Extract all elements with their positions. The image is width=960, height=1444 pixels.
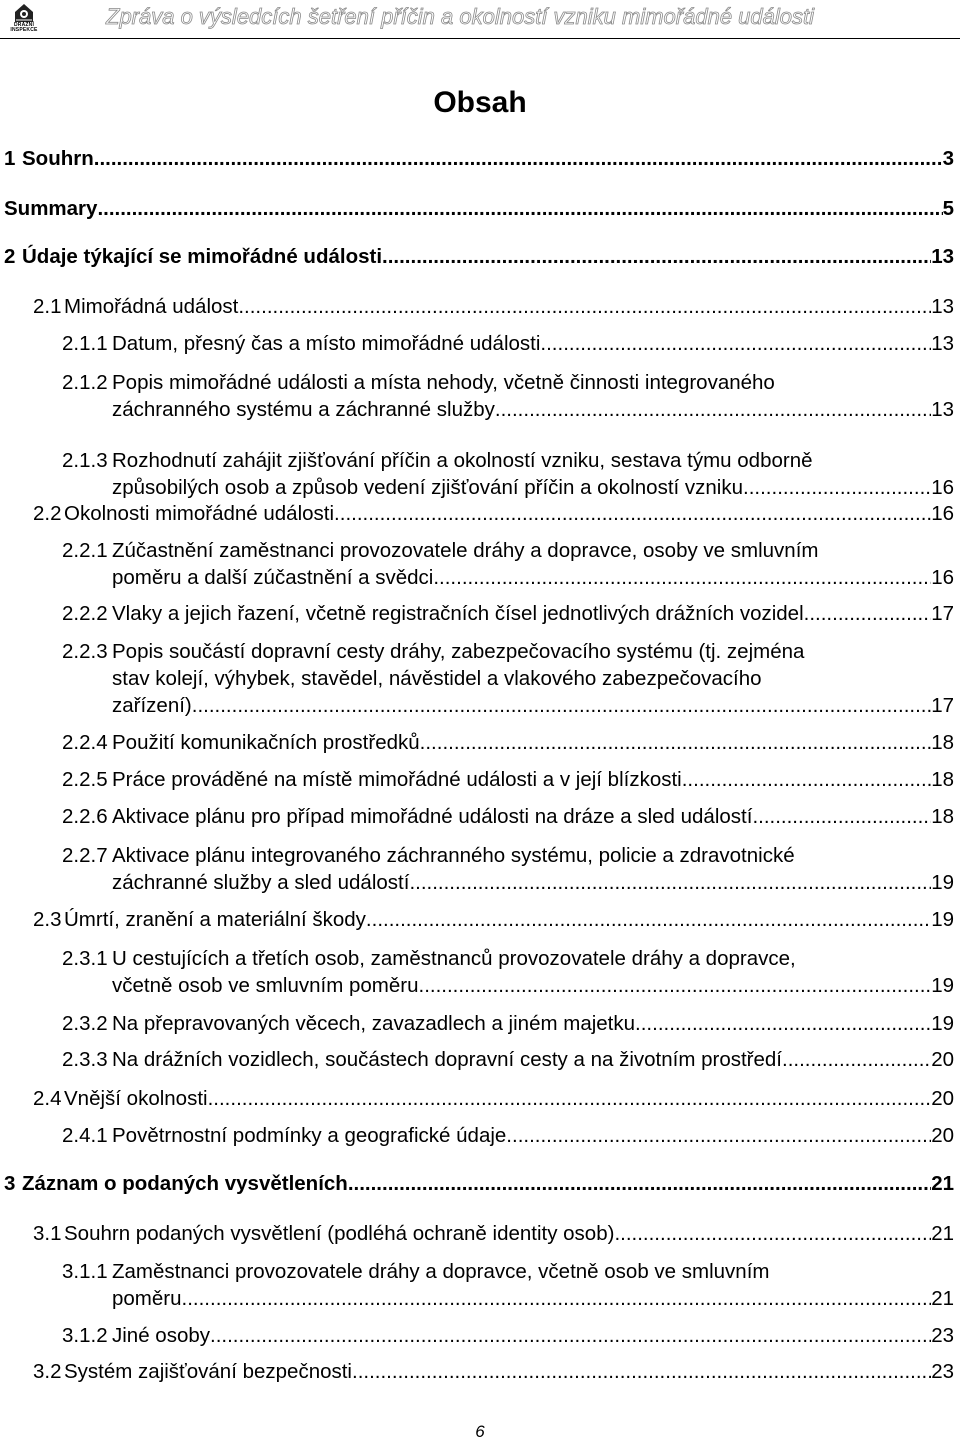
toc-page-number: 13 [931,332,954,355]
toc-page-number: 18 [931,805,954,828]
toc-leader-dots [366,906,931,933]
toc-entry-number: 3.1 [33,1222,62,1245]
toc-page-number: 19 [931,908,954,931]
toc-entry[interactable] [33,293,954,320]
toc-entry-number: 2.1.3 [62,449,108,472]
toc-entry-title-continued: záchranné služby a sled událostí [112,871,410,894]
toc-entry[interactable] [4,195,954,222]
toc-page-number: 20 [931,1124,954,1147]
page-header [0,0,960,40]
toc-leader-dots [752,803,931,830]
toc-page-number: 13 [931,245,954,268]
header-divider [0,38,960,39]
toc-entry-title: Vlaky a jejich řazení, včetně registračních čísel jednotlivých drážních vozidel. [112,602,810,625]
toc-entry-title-continued: záchranného systému a záchranné služby [112,398,495,421]
toc-page-number: 20 [931,1048,954,1071]
toc-entry-title: Záznam o podaných vysvětleních [22,1172,348,1195]
toc-page-number: 16 [931,502,954,525]
toc-leader-dots [506,1122,931,1149]
toc-entry-number: 2.2.2 [62,602,108,625]
toc-entry-title: Rozhodnutí zahájit zjišťování příčin a okolností vzniku, sestava týmu odborně [112,449,813,472]
toc-leader-dots [419,972,932,999]
toc-leader-dots [334,500,931,527]
toc-entry-title: Popis mimořádné události a místa nehody, včetně činnosti integrovaného [112,371,775,394]
toc-entry-number: 2.4.1 [62,1124,108,1147]
toc-entry-title: Zúčastnění zaměstnanci provozovatele dráhy a dopravce, osoby ve smluvním [112,539,819,562]
toc-entry-title: Mimořádná událost [64,295,239,318]
toc-entry[interactable] [62,1010,954,1037]
toc-entry[interactable] [62,1258,954,1312]
toc-entry-title: Vnější okolnosti [64,1087,208,1110]
toc-entry-title: Povětrnostní podmínky a geografické údaje [112,1124,507,1147]
toc-leader-dots [743,474,931,501]
toc-entry-title: U cestujících a třetích osob, zaměstnanců provozovatele dráhy a dopravce, [112,947,796,970]
toc-entry-number: 2.4 [33,1087,62,1110]
toc-leader-dots [192,692,931,719]
toc-entry-number: 3.1.1 [62,1260,108,1283]
toc-entry-number: 2.3 [33,908,62,931]
toc-entry-number: 3.1.2 [62,1324,108,1347]
toc-page-number: 18 [931,768,954,791]
toc-page-number: 21 [931,1172,954,1195]
toc-entry-number: 2.1 [33,295,62,318]
toc-entry[interactable] [33,1220,954,1247]
toc-leader-dots [182,1285,932,1312]
toc-title: Obsah [433,86,527,119]
toc-entry[interactable] [62,842,954,896]
toc-entry-number: 2.1.2 [62,371,108,394]
toc-entry-number: 2.3.1 [62,947,108,970]
toc-page-number: 23 [931,1360,954,1383]
toc-entry-number: 1 [4,147,16,170]
toc-entry-number: 2.3.2 [62,1012,108,1035]
toc-page-number: 18 [931,731,954,754]
toc-entry-title-continued: poměru a další zúčastnění a svědci [112,566,434,589]
toc-entry[interactable] [62,803,954,830]
toc-entry-title: Údaje týkající se mimořádné události [22,245,383,268]
toc-entry[interactable] [62,537,954,591]
toc-entry-title: Použití komunikačních prostředků [112,731,420,754]
toc-page-number: 19 [931,974,954,997]
page-number: 6 [475,1422,485,1441]
toc-entry-number: 2.2.3 [62,640,108,663]
toc-leader-dots [348,1170,931,1197]
toc-page-number: 20 [931,1087,954,1110]
toc-entry-number: 2.2 [33,502,62,525]
toc-entry-title: Aktivace plánu integrovaného záchranného systému, policie a zdravotnické [112,844,795,867]
toc-entry-number: 2.3.3 [62,1048,108,1071]
toc-leader-dots [94,145,943,172]
toc-page-number: 5 [942,197,954,220]
toc-entry-title-continued: způsobilých osob a způsob vedení zjišťování příčin a okolností vzniku [112,476,744,499]
toc-leader-dots [614,1220,931,1247]
toc-entry[interactable] [4,145,954,172]
toc-page-number: 23 [931,1324,954,1347]
toc-entry-title: Práce prováděné na místě mimořádné události a v její blízkosti [112,768,682,791]
drazni-inspekce-logo [4,3,44,36]
toc-entry-title: Úmrtí, zranění a materiální škody [64,908,366,931]
toc-page-number: 17 [931,602,954,625]
toc-page-number: 19 [931,1012,954,1035]
toc-entry-title-continued: včetně osob ve smluvním poměru [112,974,419,997]
toc-entry[interactable] [62,729,954,756]
toc-page-number: 16 [931,566,954,589]
toc-entry[interactable] [62,1046,954,1073]
toc-entry[interactable] [33,500,954,527]
toc-page-number: 21 [931,1287,954,1310]
toc-leader-dots [352,1358,931,1385]
toc-entry-number: 2.2.1 [62,539,108,562]
toc-entry-number: 2 [4,245,16,268]
toc-entry-title: Souhrn [22,147,94,170]
toc-leader-dots [635,1010,931,1037]
toc-leader-dots [809,600,931,627]
toc-entry-title: Na přepravovaných věcech, zavazadlech a jiném majetku [112,1012,636,1035]
toc-page-number: 19 [931,871,954,894]
toc-entry-title-continued: stav kolejí, výhybek, stavědel, návěstidel a vlakového zabezpečovacího [112,667,762,690]
toc-entry[interactable] [62,369,954,423]
toc-entry[interactable] [4,1170,954,1197]
toc-entry[interactable] [62,766,954,793]
toc-entry[interactable] [4,243,954,270]
toc-entry-title-continued: zařízení) [112,694,192,717]
toc-leader-dots [382,243,931,270]
toc-entry-number: 3.2 [33,1360,62,1383]
toc-entry-title: Aktivace plánu pro případ mimořádné události na dráze a sled událostí [112,805,753,828]
toc-entry-title: Zaměstnanci provozovatele dráhy a dopravce, včetně osob ve smluvním [112,1260,770,1283]
toc-leader-dots [420,729,932,756]
toc-entry[interactable] [62,638,954,719]
toc-entry-title: Popis součástí dopravní cesty dráhy, zabezpečovacího systému (tj. zejména [112,640,805,663]
toc-page-number: 16 [931,476,954,499]
toc-entry-title: Systém zajišťování bezpečnosti [64,1360,352,1383]
toc-entry-number: 2.2.7 [62,844,108,867]
toc-entry-title: Na drážních vozidlech, součástech dopravní cesty a na životním prostředí [112,1048,783,1071]
toc-entry-title: Datum, přesný čas a místo mimořádné události [112,332,541,355]
toc-leader-dots [782,1046,931,1073]
toc-leader-dots [495,396,931,423]
toc-entry[interactable] [62,945,954,999]
toc-entry-title: Okolnosti mimořádné události [64,502,335,525]
toc-page-number: 13 [931,295,954,318]
toc-leader-dots [540,330,931,357]
toc-entry[interactable] [33,1358,954,1385]
toc-entry-number: 2.2.6 [62,805,108,828]
toc-entry-number: 2.1.1 [62,332,108,355]
toc-entry-title: Summary [4,197,98,220]
toc-entry-title-continued: poměru [112,1287,182,1310]
toc-leader-dots [433,564,931,591]
toc-entry[interactable] [33,906,954,933]
toc-entry-number: 2.2.5 [62,768,108,791]
toc-entry[interactable] [62,600,954,627]
toc-entry[interactable] [62,447,954,501]
toc-entry[interactable] [62,1122,954,1149]
toc-leader-dots [210,1322,931,1349]
toc-page-number: 3 [942,147,954,170]
toc-entry-title: Souhrn podaných vysvětlení (podléhá ochraně identity osob) [64,1222,615,1245]
toc-entry[interactable] [62,1322,954,1349]
toc-page-number: 13 [931,398,954,421]
toc-page-number: 21 [931,1222,954,1245]
toc-leader-dots [208,1085,932,1112]
toc-leader-dots [409,869,931,896]
toc-entry-number: 2.2.4 [62,731,108,754]
toc-page-number: 17 [931,694,954,717]
toc-leader-dots [97,195,942,222]
report-header-title: Zpráva o výsledcích šetření příčin a okolností vzniku mimořádné události [106,4,814,29]
toc-entry[interactable] [33,1085,954,1112]
logo-text-line1: DRÁŽNÍ [13,22,35,28]
toc-leader-dots [238,293,931,320]
toc-leader-dots [682,766,931,793]
toc-entry[interactable] [62,330,954,357]
toc-entry-title: Jiné osoby [112,1324,211,1347]
toc-entry-number: 3 [4,1172,16,1195]
logo-text-line2: INSPEKCE [10,27,38,33]
train-emblem-icon [13,3,35,23]
